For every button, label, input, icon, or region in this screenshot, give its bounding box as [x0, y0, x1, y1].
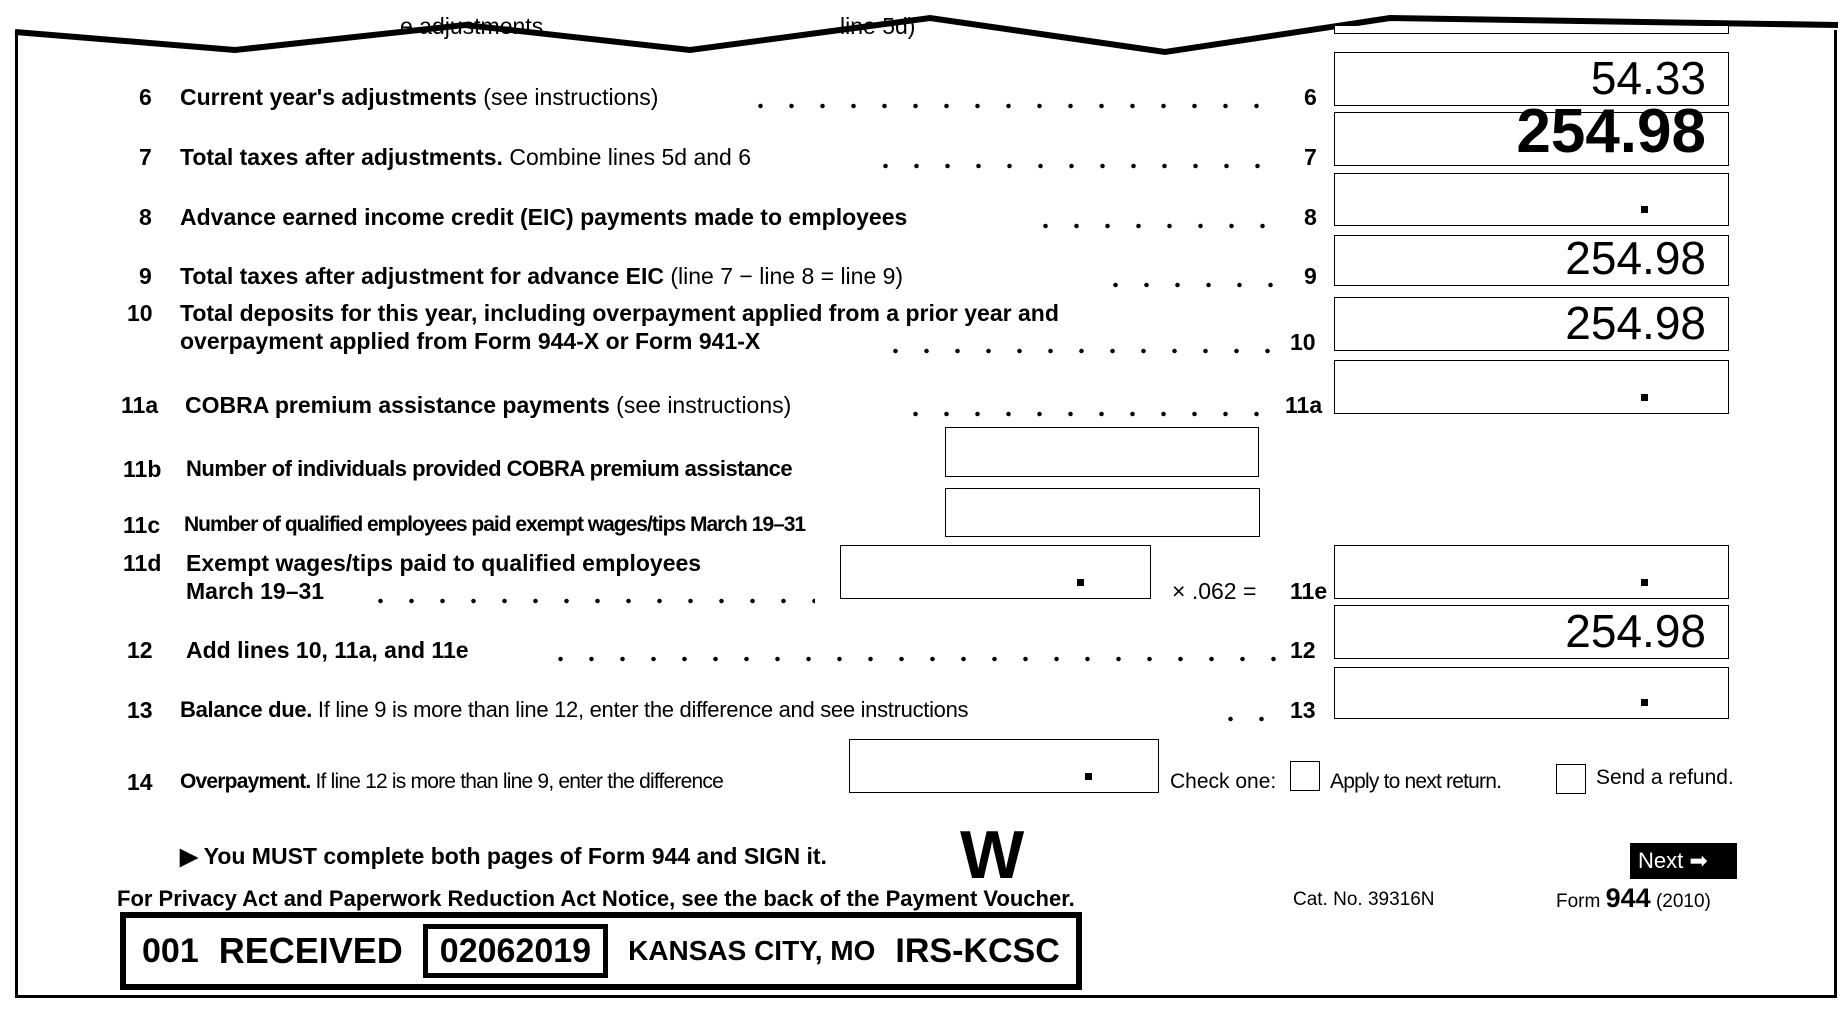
label-bold: Total taxes after adjustment for advance EIC [180, 263, 664, 289]
line-number: 12 [127, 637, 153, 663]
decimal-point [1641, 579, 1648, 586]
stamp-date-box [423, 924, 608, 978]
line-ref: 10 [1290, 329, 1316, 355]
row-14-label [180, 768, 723, 796]
line-9-value: 254.98 [1565, 232, 1706, 284]
cut-row-text-right: line 5d) [840, 13, 916, 39]
catalog-number: Cat. No. 39316N [1293, 889, 1435, 910]
line-14-field[interactable] [849, 739, 1159, 793]
dot-leader [745, 103, 1280, 109]
arrow-right-icon: ➡ [1689, 848, 1708, 873]
dot-leader [1215, 716, 1280, 722]
cut-row-text-left: e adjustments [400, 13, 544, 39]
stamp-code: 001 [142, 932, 199, 970]
label-bold: Balance due. [180, 697, 313, 722]
line-ref: 6 [1304, 84, 1317, 110]
stamp-date: 02062019 [439, 932, 592, 970]
line-6-value: 54.33 [1590, 52, 1706, 104]
label-rest: (line 7 − line 8 = line 9) [664, 263, 904, 289]
must-text: You MUST complete both pages of Form 944 and SIGN it. [203, 843, 827, 869]
signature-mark: W [960, 817, 1025, 893]
label-rest: If line 12 is more than line 9, enter the difference [310, 770, 723, 793]
dot-leader [1030, 223, 1280, 229]
stamp-office: IRS-KCSC [895, 932, 1060, 970]
label-bold: Overpayment. [180, 770, 311, 793]
row-6-label [180, 83, 658, 111]
dot-leader [880, 348, 1280, 354]
decimal-point [1641, 699, 1648, 706]
label-bold: Total taxes after adjustments. [180, 144, 503, 170]
line-10-value: 254.98 [1565, 297, 1706, 349]
form-prefix: Form [1556, 891, 1601, 912]
send-refund-label: Send a refund. [1596, 766, 1734, 789]
apply-next-return-label: Apply to next return. [1330, 770, 1502, 793]
line-9-field[interactable] [1334, 232, 1729, 286]
row-11a-label [185, 391, 791, 419]
multiplier-text: × .062 = [1172, 578, 1257, 604]
line-number: 13 [127, 697, 153, 723]
decimal-point [1077, 579, 1084, 586]
line-12-value: 254.98 [1565, 605, 1706, 657]
form-year: (2010) [1655, 891, 1711, 912]
row-11d-label-line2: March 19–31 [186, 578, 325, 604]
label-rest: (see instructions) [476, 84, 659, 110]
line-number: 9 [139, 263, 152, 289]
check-one-label: Check one: [1170, 770, 1277, 793]
line-12-field[interactable] [1334, 605, 1729, 659]
line-8-field[interactable] [1334, 173, 1729, 226]
line-number: 10 [127, 300, 153, 326]
line-11c-field[interactable] [945, 488, 1260, 537]
row-12-label: Add lines 10, 11a, and 11e [186, 637, 469, 663]
dot-leader [900, 411, 1270, 417]
line-11b-field[interactable] [945, 427, 1259, 477]
line-7-value: 254.98 [1516, 97, 1706, 166]
line-number: 7 [139, 144, 152, 170]
dot-leader [365, 598, 815, 604]
line-13-field[interactable] [1334, 667, 1729, 719]
label-rest: Combine lines 5d and 6 [502, 144, 752, 170]
apply-next-return-checkbox[interactable] [1290, 761, 1320, 791]
line-number: 6 [139, 84, 152, 110]
send-refund-checkbox[interactable] [1556, 764, 1586, 794]
dot-leader [1100, 282, 1280, 288]
line-number: 11d [123, 550, 162, 576]
line-number: 11b [123, 456, 162, 482]
line-10-field[interactable] [1334, 297, 1729, 351]
line-7-field[interactable] [1334, 97, 1729, 166]
stamp-title: RECEIVED [218, 930, 403, 971]
label-rest: (see instructions) [609, 392, 792, 418]
form-number: 944 [1605, 883, 1651, 913]
must-complete-notice [180, 842, 827, 870]
line5d-box[interactable] [1334, 26, 1729, 34]
line-number: 11c [123, 512, 161, 538]
arrow-right-icon: ▶ [180, 843, 198, 869]
row-11b-label: Number of individuals provided COBRA premium assistance [186, 456, 793, 481]
line-number: 14 [127, 769, 153, 795]
decimal-point [1085, 773, 1092, 780]
form-id [1556, 884, 1711, 916]
received-stamp [120, 912, 1082, 990]
line-11e-field[interactable] [1334, 545, 1729, 599]
line-ref: 7 [1304, 144, 1317, 170]
line-ref: 13 [1290, 697, 1316, 723]
next-button[interactable] [1630, 843, 1737, 879]
row-10-label-line2: overpayment applied from Form 944-X or Form 941-X [180, 328, 761, 354]
row-7-label [180, 143, 751, 171]
line-number: 11a [121, 392, 159, 418]
label-bold: Current year's adjustments [180, 84, 477, 110]
line-ref: 12 [1290, 637, 1316, 663]
decimal-point [1641, 206, 1648, 213]
dot-leader [545, 656, 1280, 662]
row-10-label-line1: Total deposits for this year, including overpayment applied from a prior year and [180, 300, 1059, 326]
row-11c-label: Number of qualified employees paid exempt wages/tips March 19–31 [184, 513, 806, 536]
label-bold: Advance earned income credit (EIC) payments made to employees [180, 204, 908, 230]
row-13-label [180, 696, 968, 724]
dot-leader [870, 163, 1280, 169]
label-bold: COBRA premium assistance payments [185, 392, 610, 418]
stamp-city: KANSAS CITY, MO [628, 935, 876, 966]
line-ref: 11e [1290, 578, 1328, 604]
label-rest: If line 9 is more than line 12, enter the difference and see instructions [312, 697, 969, 722]
row-8-label [180, 203, 907, 231]
line-11d-field[interactable] [840, 545, 1151, 599]
row-9-label [180, 262, 903, 290]
privacy-notice: For Privacy Act and Paperwork Reduction Act Notice, see the back of the Payment Voucher. [117, 886, 1075, 911]
line-11a-field[interactable] [1334, 360, 1729, 414]
line-ref: 11a [1285, 392, 1323, 418]
decimal-point [1641, 394, 1648, 401]
line-number: 8 [139, 204, 152, 230]
line-ref: 9 [1304, 263, 1317, 289]
next-label: Next [1638, 848, 1684, 873]
row-11d-label-line1: Exempt wages/tips paid to qualified employees [186, 550, 702, 576]
line-ref: 8 [1304, 204, 1317, 230]
